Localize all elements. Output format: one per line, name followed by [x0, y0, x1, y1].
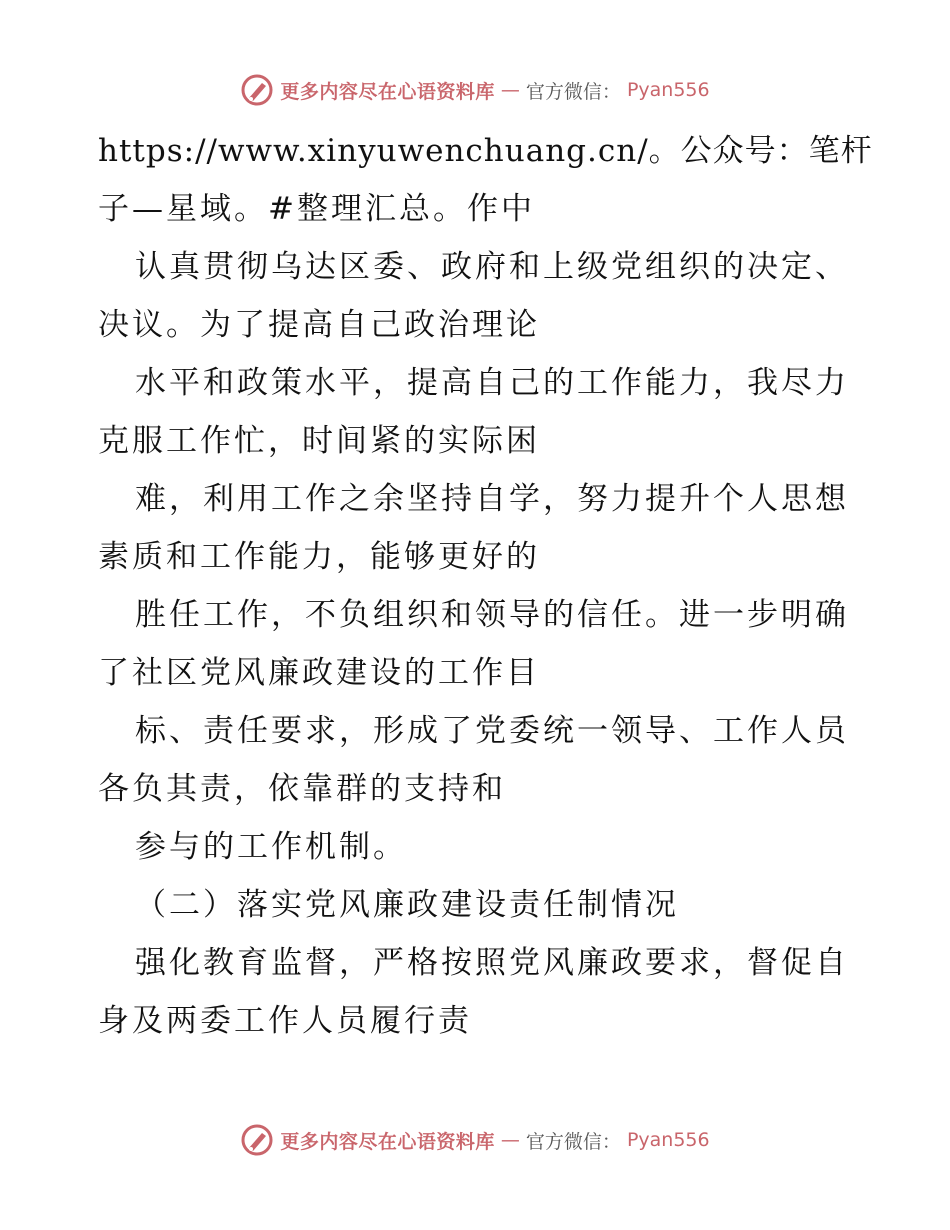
text-line: 身及两委工作人员履行责: [98, 1003, 472, 1039]
banner-dash: —: [500, 1129, 520, 1151]
text-line: 克服工作忙，时间紧的实际困: [98, 423, 540, 459]
text-line: 子—星域。#整理汇总。作中: [98, 191, 535, 227]
text-line: 难，利用工作之余坚持自学，努力提升个人思想: [135, 481, 849, 517]
text-line: 认真贯彻乌达区委、政府和上级党组织的决定、: [135, 249, 849, 285]
text-line: 标、责任要求，形成了党委统一领导、工作人员: [135, 713, 849, 749]
footer-banner: [0, 1120, 950, 1160]
text-line: 各负其责，依靠群的支持和: [98, 771, 506, 807]
section-heading: （二）落实党风廉政建设责任制情况: [135, 887, 679, 923]
text-line: 强化教育监督，严格按照党风廉政要求，督促自: [135, 945, 849, 981]
text-line: 了社区党风廉政建设的工作目: [98, 655, 540, 691]
text-line: https://www.xinyuwenchuang.cn/。公众号：笔杆: [98, 133, 873, 169]
body-text: [98, 122, 873, 1050]
text-line: 参与的工作机制。: [135, 829, 407, 865]
text-line: 水平和政策水平，提高自己的工作能力，我尽力: [135, 365, 849, 401]
banner-main-text: 更多内容尽在心语资料库: [280, 1130, 495, 1153]
text-line: 决议。为了提高自己政治理论: [98, 307, 540, 343]
banner-wechat-id: Pyan556: [626, 79, 710, 101]
banner-wechat-label: 官方微信：: [525, 1130, 621, 1153]
text-line: 素质和工作能力，能够更好的: [98, 539, 540, 575]
text-line: 胜任工作，不负组织和领导的信任。进一步明确: [135, 597, 849, 633]
banner-wechat-label: 官方微信：: [525, 80, 621, 103]
banner-dash: —: [500, 79, 520, 101]
banner-wechat-id: Pyan556: [626, 1129, 710, 1151]
pen-logo-icon: [240, 73, 274, 107]
banner-main-text: 更多内容尽在心语资料库: [280, 80, 495, 103]
pen-logo-icon: [240, 1123, 274, 1157]
header-banner: [0, 70, 950, 110]
